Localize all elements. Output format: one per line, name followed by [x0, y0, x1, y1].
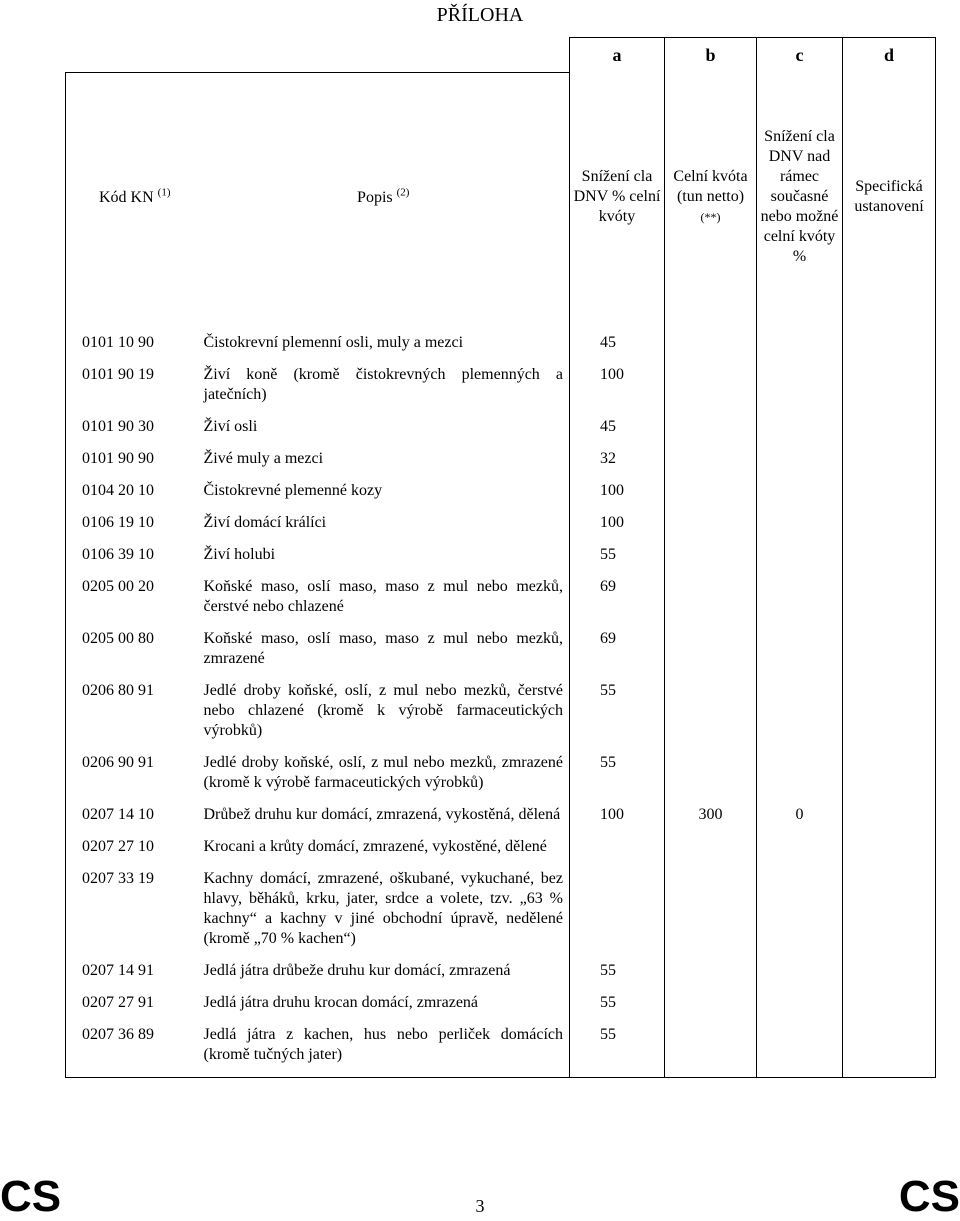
table-row	[66, 955, 936, 987]
header-a: Snížení cla DNV % celní kvóty	[570, 72, 665, 323]
cell-popis: Kachny domácí, zmrazené, oškubané, vykuchané, bez hlavy, běháků, krku, jater, srdce a volete, tzv. „63 % kachny“ a kachny v jiné obchodní úpravě, nedělené (kromě „70 % kachen“)	[203, 869, 563, 947]
cell-kod: 0106 39 10	[66, 539, 204, 571]
cell-c	[757, 539, 843, 571]
cell-c	[757, 955, 843, 987]
page-number: 3	[475, 1196, 485, 1216]
cell-d	[843, 411, 936, 443]
cell-popis: Živí holubi	[203, 545, 276, 563]
cell-popis: Jedlé droby koňské, oslí, z mul nebo mezků, zmrazené (kromě k výrobě farmaceutických výrobků)	[203, 753, 563, 791]
table-row	[66, 443, 936, 475]
table-row	[66, 411, 936, 443]
cell-a: 55	[570, 1019, 665, 1078]
cell-kod: 0207 14 10	[66, 799, 204, 831]
cell-popis: Živí osli	[203, 417, 258, 435]
cell-b	[665, 571, 757, 623]
cell-popis: Drůbež druhu kur domácí, zmrazená, vykostěná, dělená	[203, 805, 561, 823]
cell-d	[843, 323, 936, 359]
cell-b	[665, 411, 757, 443]
cell-d	[843, 507, 936, 539]
cell-b	[665, 987, 757, 1019]
column-letter-b: b	[665, 38, 757, 73]
cell-c	[757, 1019, 843, 1078]
cell-kod: 0101 90 90	[66, 443, 204, 475]
table-row	[66, 675, 936, 747]
tariff-quota-table	[65, 37, 936, 1078]
cell-popis: Čistokrevní plemenní osli, muly a mezci	[203, 333, 464, 351]
cell-c	[757, 443, 843, 475]
cell-d	[843, 799, 936, 831]
cell-d	[843, 359, 936, 411]
cell-d	[843, 443, 936, 475]
cell-b	[665, 359, 757, 411]
cell-b	[665, 831, 757, 863]
table-row	[66, 831, 936, 863]
cell-c	[757, 623, 843, 675]
cell-c	[757, 747, 843, 799]
cell-b: 300	[665, 799, 757, 831]
cell-b	[665, 747, 757, 799]
cell-c	[757, 411, 843, 443]
cell-kod: 0206 90 91	[66, 747, 204, 799]
table-row	[66, 571, 936, 623]
cell-c	[757, 323, 843, 359]
cell-d	[843, 571, 936, 623]
page-title: PŘÍLOHA	[436, 4, 524, 26]
cell-d	[843, 863, 936, 955]
header-c: Snížení cla DNV nad rámec současné nebo možné celní kvóty %	[757, 72, 843, 323]
cell-b	[665, 539, 757, 571]
cell-c	[757, 571, 843, 623]
cell-d	[843, 475, 936, 507]
cell-b	[665, 675, 757, 747]
cell-d	[843, 831, 936, 863]
cell-popis: Živí domácí králíci	[203, 513, 327, 531]
cell-kod: 0207 27 10	[66, 831, 204, 863]
cell-b	[665, 507, 757, 539]
cell-d	[843, 955, 936, 987]
cell-d	[843, 747, 936, 799]
cell-kod: 0101 10 90	[66, 323, 204, 359]
cell-b	[665, 955, 757, 987]
column-letter-d: d	[843, 38, 936, 73]
header-d: Specifická ustanovení	[843, 72, 936, 323]
cell-a: 55	[570, 747, 665, 799]
cell-a: 100	[570, 359, 665, 411]
footer-language-left: CS	[0, 1172, 62, 1221]
table-row	[66, 863, 936, 955]
cell-b	[665, 475, 757, 507]
cell-kod: 0206 80 91	[66, 675, 204, 747]
header-popis: Popis $^{(2)}$	[204, 72, 570, 323]
column-letter-a: a	[570, 38, 665, 73]
cell-b	[665, 863, 757, 955]
cell-c	[757, 475, 843, 507]
table-row	[66, 623, 936, 675]
cell-popis: Koňské maso, oslí maso, maso z mul nebo mezků, zmrazené	[203, 629, 563, 667]
cell-kod: 0101 90 19	[66, 359, 204, 411]
cell-kod: 0104 20 10	[66, 475, 204, 507]
table-row	[66, 507, 936, 539]
table-row	[66, 359, 936, 411]
cell-a: 55	[570, 539, 665, 571]
cell-a	[570, 863, 665, 955]
cell-kod: 0207 36 89	[66, 1019, 204, 1078]
cell-a: 55	[570, 987, 665, 1019]
cell-d	[843, 539, 936, 571]
cell-c	[757, 675, 843, 747]
cell-kod: 0207 14 91	[66, 955, 204, 987]
cell-popis: Jedlé droby koňské, oslí, z mul nebo mezků, čerstvé nebo chlazené (kromě k výrobě farmaceutických výrobků)	[203, 681, 563, 739]
cell-a: 69	[570, 571, 665, 623]
cell-a: 32	[570, 443, 665, 475]
cell-d	[843, 987, 936, 1019]
cell-kod: 0207 27 91	[66, 987, 204, 1019]
cell-b	[665, 623, 757, 675]
cell-d	[843, 623, 936, 675]
cell-c	[757, 359, 843, 411]
cell-kod: 0207 33 19	[66, 863, 204, 955]
cell-a: 100	[570, 799, 665, 831]
cell-c	[757, 831, 843, 863]
cell-a: 55	[570, 955, 665, 987]
table-row	[66, 539, 936, 571]
cell-popis: Krocani a krůty domácí, zmrazené, vykostěné, dělené	[203, 837, 547, 855]
cell-a: 45	[570, 411, 665, 443]
cell-popis: Koňské maso, oslí maso, maso z mul nebo mezků, čerstvé nebo chlazené	[203, 577, 563, 615]
cell-b	[665, 1019, 757, 1078]
cell-c	[757, 987, 843, 1019]
table-row	[66, 987, 936, 1019]
cell-d	[843, 1019, 936, 1078]
cell-a: 100	[570, 507, 665, 539]
table-row	[66, 799, 936, 831]
table-row	[66, 323, 936, 359]
cell-kod: 0101 90 30	[66, 411, 204, 443]
cell-c: 0	[757, 799, 843, 831]
cell-popis: Živé muly a mezci	[203, 449, 324, 467]
cell-d	[843, 675, 936, 747]
column-letter-c: c	[757, 38, 843, 73]
footer-language-right: CS	[898, 1172, 960, 1221]
column-letter-row	[66, 38, 936, 73]
cell-popis: Jedlá játra z kachen, hus nebo perliček domácích (kromě tučných jater)	[204, 1019, 570, 1078]
cell-a: 55	[570, 675, 665, 747]
cell-kod: 0106 19 10	[66, 507, 204, 539]
cell-kod: 0205 00 20	[66, 571, 204, 623]
table-row	[66, 1019, 936, 1078]
table-row	[66, 475, 936, 507]
header-row	[66, 72, 936, 323]
cell-b	[665, 443, 757, 475]
cell-a	[570, 831, 665, 863]
cell-a: 69	[570, 623, 665, 675]
cell-a: 45	[570, 323, 665, 359]
cell-popis: Jedlá játra druhu krocan domácí, zmrazená	[203, 993, 479, 1011]
cell-popis: Živí koně (kromě čistokrevných plemenných a jatečních)	[203, 365, 563, 403]
table-row	[66, 747, 936, 799]
cell-a: 100	[570, 475, 665, 507]
header-kod: Kód KN $^{(1)}$	[66, 72, 204, 323]
cell-kod: 0205 00 80	[66, 623, 204, 675]
cell-c	[757, 863, 843, 955]
cell-popis: Jedlá játra drůbeže druhu kur domácí, zmrazená	[203, 961, 511, 979]
cell-c	[757, 507, 843, 539]
cell-popis: Čistokrevné plemenné kozy	[203, 481, 383, 499]
header-b: Celní kvóta (tun netto) (**)	[665, 72, 757, 323]
cell-b	[665, 323, 757, 359]
